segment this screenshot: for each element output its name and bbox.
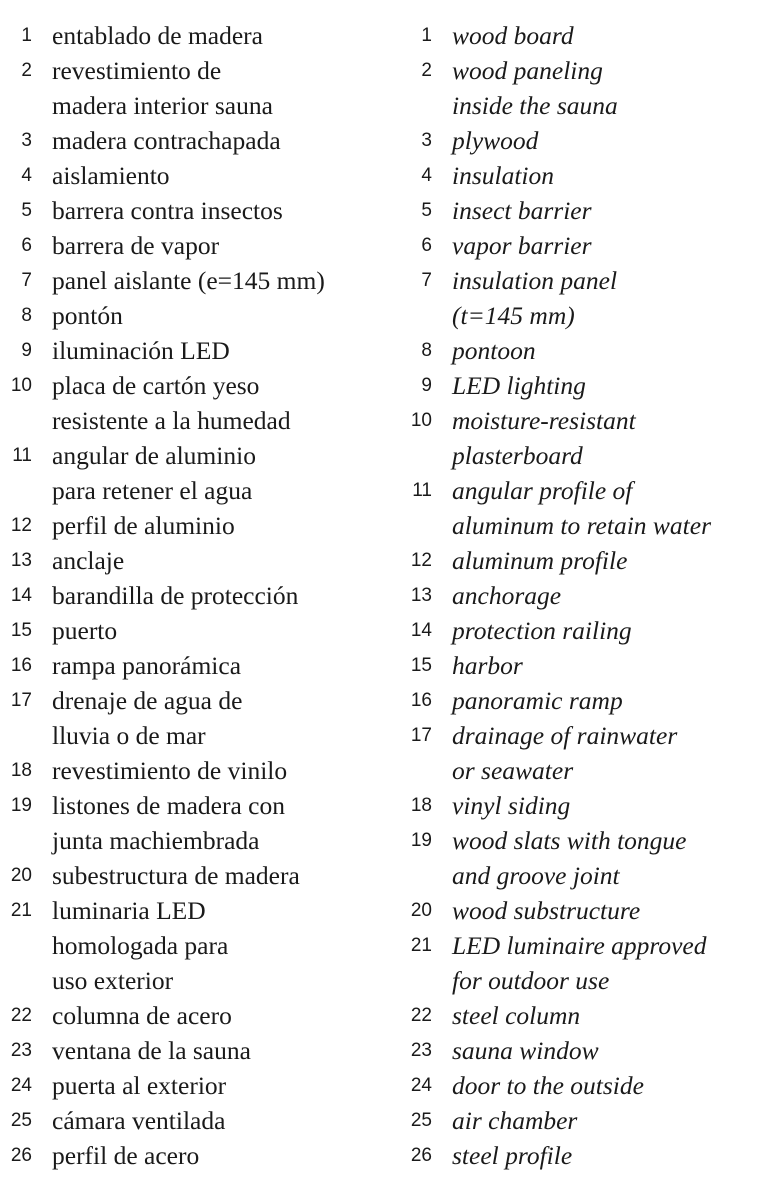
legend-text-line: wood substructure bbox=[452, 896, 641, 925]
legend-text-line: insulation panel bbox=[452, 266, 618, 295]
legend-text-line: panoramic ramp bbox=[452, 686, 623, 715]
legend-number: 2 bbox=[21, 60, 32, 81]
legend-number: 20 bbox=[410, 900, 432, 921]
legend-text-line: insulation bbox=[452, 161, 555, 190]
legend-text bbox=[52, 858, 300, 893]
legend-item-en bbox=[400, 543, 775, 578]
legend-text-line: puerta al exterior bbox=[52, 1071, 227, 1100]
legend-text-line: columna de acero bbox=[52, 1001, 232, 1030]
legend-text bbox=[52, 998, 232, 1033]
legend-text-line: inside the sauna bbox=[452, 91, 618, 120]
legend-text-line: listones de madera con bbox=[52, 791, 285, 820]
legend-number: 26 bbox=[10, 1145, 32, 1166]
legend-text-line: entablado de madera bbox=[52, 21, 263, 50]
legend-text-line: harbor bbox=[452, 651, 523, 680]
legend-item-es bbox=[0, 788, 385, 858]
legend-number: 24 bbox=[10, 1075, 32, 1096]
legend-text bbox=[452, 123, 538, 158]
legend-number: 10 bbox=[10, 375, 32, 396]
legend-text bbox=[452, 53, 618, 123]
legend-text-line: vinyl siding bbox=[452, 791, 571, 820]
legend-item-en bbox=[400, 578, 775, 613]
legend-number: 3 bbox=[21, 130, 32, 151]
legend-text bbox=[452, 1103, 577, 1138]
legend-text-line: revestimiento de vinilo bbox=[52, 756, 288, 785]
legend-item-es bbox=[0, 578, 385, 613]
legend-item-es bbox=[0, 158, 385, 193]
legend-number: 19 bbox=[10, 795, 32, 816]
legend-text-line: sauna window bbox=[452, 1036, 599, 1065]
legend-text-line: vapor barrier bbox=[452, 231, 592, 260]
legend-text-line: pontoon bbox=[452, 336, 536, 365]
legend-item-en bbox=[400, 263, 775, 333]
legend-number: 9 bbox=[421, 375, 432, 396]
legend-text bbox=[452, 263, 617, 333]
legend-text bbox=[452, 613, 632, 648]
legend-text bbox=[452, 928, 707, 998]
legend-item-en bbox=[400, 123, 775, 158]
legend-number: 5 bbox=[21, 200, 32, 221]
legend-number: 11 bbox=[412, 480, 432, 501]
legend-item-es bbox=[0, 648, 385, 683]
legend-text bbox=[52, 368, 291, 438]
legend-number: 16 bbox=[410, 690, 432, 711]
legend-text-line: subestructura de madera bbox=[52, 861, 300, 890]
legend-number: 1 bbox=[421, 25, 432, 46]
legend-number: 9 bbox=[21, 340, 32, 361]
legend-text-line: iluminación LED bbox=[52, 336, 230, 365]
legend-number: 20 bbox=[10, 865, 32, 886]
legend-text-line: lluvia o de mar bbox=[52, 721, 206, 750]
legend-number: 12 bbox=[10, 515, 32, 536]
legend-number: 3 bbox=[421, 130, 432, 151]
legend-text bbox=[52, 438, 256, 508]
legend-text-line: (t=145 mm) bbox=[452, 301, 575, 330]
legend-number: 11 bbox=[12, 445, 32, 466]
legend-text bbox=[452, 228, 592, 263]
legend-text bbox=[52, 263, 325, 298]
legend-text bbox=[452, 368, 586, 403]
legend-number: 22 bbox=[10, 1005, 32, 1026]
legend-text bbox=[52, 543, 124, 578]
legend-item-es bbox=[0, 18, 385, 53]
legend-number: 23 bbox=[10, 1040, 32, 1061]
legend-text-line: resistente a la humedad bbox=[52, 406, 291, 435]
legend-text-line: aluminum profile bbox=[452, 546, 628, 575]
legend-number: 17 bbox=[10, 690, 32, 711]
legend-text bbox=[52, 578, 298, 613]
legend-text-line: drainage of rainwater bbox=[452, 721, 678, 750]
legend-text bbox=[52, 753, 287, 788]
legend-number: 10 bbox=[410, 410, 432, 431]
legend-item-es bbox=[0, 543, 385, 578]
legend-item-es bbox=[0, 753, 385, 788]
legend-item-en bbox=[400, 368, 775, 403]
legend-number: 21 bbox=[10, 900, 32, 921]
legend-text bbox=[52, 193, 283, 228]
legend-text-line: insect barrier bbox=[452, 196, 592, 225]
legend-item-en bbox=[400, 823, 775, 893]
legend-text-line: and groove joint bbox=[452, 861, 620, 890]
legend-text-line: aislamiento bbox=[52, 161, 170, 190]
legend-text bbox=[452, 823, 686, 893]
legend-item-es bbox=[0, 53, 385, 123]
legend-item-en bbox=[400, 158, 775, 193]
legend-item-es bbox=[0, 333, 385, 368]
legend-text-line: uso exterior bbox=[52, 966, 174, 995]
legend-text-line: perfil de acero bbox=[52, 1141, 200, 1170]
legend-text-line: panel aislante (e=145 mm) bbox=[52, 266, 325, 295]
legend-text-line: barandilla de protección bbox=[52, 581, 299, 610]
legend-item-es bbox=[0, 508, 385, 543]
legend-number: 13 bbox=[410, 585, 432, 606]
legend-item-en bbox=[400, 1103, 775, 1138]
legend-text bbox=[52, 508, 235, 543]
legend-item-es bbox=[0, 998, 385, 1033]
legend-text bbox=[452, 1138, 572, 1173]
legend-text-line: door to the outside bbox=[452, 1071, 644, 1100]
legend-number: 13 bbox=[10, 550, 32, 571]
legend-text-line: cámara ventilada bbox=[52, 1106, 226, 1135]
legend-number: 15 bbox=[410, 655, 432, 676]
legend-item-en bbox=[400, 1138, 775, 1173]
legend-text-line: anchorage bbox=[452, 581, 562, 610]
legend-text-line: LED luminaire approved bbox=[452, 931, 707, 960]
legend-text bbox=[452, 543, 627, 578]
legend-number: 25 bbox=[10, 1110, 32, 1131]
legend-number: 4 bbox=[21, 165, 32, 186]
legend-item-en bbox=[400, 788, 775, 823]
legend-text bbox=[52, 1103, 225, 1138]
legend-text bbox=[452, 1068, 644, 1103]
legend-item-en bbox=[400, 893, 775, 928]
legend-text-line: steel column bbox=[452, 1001, 581, 1030]
legend-text bbox=[452, 158, 554, 193]
legend-item-es bbox=[0, 893, 385, 998]
legend-item-en bbox=[400, 718, 775, 788]
legend-text-line: for outdoor use bbox=[452, 966, 610, 995]
legend-number: 1 bbox=[21, 25, 32, 46]
legend-item-es bbox=[0, 438, 385, 508]
legend-text-line: perfil de aluminio bbox=[52, 511, 235, 540]
legend-text-line: pontón bbox=[52, 301, 123, 330]
legend-number: 26 bbox=[410, 1145, 432, 1166]
legend-number: 21 bbox=[410, 935, 432, 956]
legend-item-es bbox=[0, 1033, 385, 1068]
legend-text-line: luminaria LED bbox=[52, 896, 206, 925]
legend-text bbox=[452, 1033, 599, 1068]
legend-number: 6 bbox=[421, 235, 432, 256]
legend-item-en bbox=[400, 228, 775, 263]
legend-number: 19 bbox=[410, 830, 432, 851]
legend-item-es bbox=[0, 1068, 385, 1103]
legend-text bbox=[52, 228, 219, 263]
legend-item-es bbox=[0, 123, 385, 158]
legend-number: 15 bbox=[10, 620, 32, 641]
legend-item-es bbox=[0, 1138, 385, 1173]
legend-number: 8 bbox=[21, 305, 32, 326]
legend-text bbox=[52, 648, 241, 683]
legend-number: 12 bbox=[410, 550, 432, 571]
legend-text bbox=[452, 788, 570, 823]
legend-item-es bbox=[0, 228, 385, 263]
legend-number: 14 bbox=[10, 585, 32, 606]
legend-number: 5 bbox=[421, 200, 432, 221]
legend-item-en bbox=[400, 683, 775, 718]
legend-item-en bbox=[400, 473, 775, 543]
legend-text-line: moisture-resistant bbox=[452, 406, 636, 435]
legend-text bbox=[452, 718, 677, 788]
legend-number: 8 bbox=[421, 340, 432, 361]
legend-number: 18 bbox=[10, 760, 32, 781]
legend-number: 18 bbox=[410, 795, 432, 816]
legend-text bbox=[52, 1138, 199, 1173]
legend-text bbox=[52, 123, 281, 158]
legend-text-line: angular de aluminio bbox=[52, 441, 256, 470]
legend-item-es bbox=[0, 613, 385, 648]
legend-text-line: angular profile of bbox=[452, 476, 633, 505]
legend-number: 16 bbox=[10, 655, 32, 676]
legend-text-line: para retener el agua bbox=[52, 476, 253, 505]
legend-item-en bbox=[400, 193, 775, 228]
legend-number: 14 bbox=[410, 620, 432, 641]
legend-text-line: aluminum to retain water bbox=[452, 511, 712, 540]
legend-item-en bbox=[400, 403, 775, 473]
legend-item-en bbox=[400, 648, 775, 683]
legend-number: 24 bbox=[410, 1075, 432, 1096]
legend-text-line: anclaje bbox=[52, 546, 125, 575]
legend-number: 17 bbox=[410, 725, 432, 746]
english-legend-column bbox=[400, 18, 775, 1173]
legend-text-line: wood board bbox=[452, 21, 574, 50]
legend-item-es bbox=[0, 1103, 385, 1138]
legend-number: 4 bbox=[421, 165, 432, 186]
legend-number: 7 bbox=[21, 270, 32, 291]
legend-item-en bbox=[400, 928, 775, 998]
legend-text-line: wood slats with tongue bbox=[452, 826, 687, 855]
legend-text bbox=[52, 1068, 226, 1103]
legend-text bbox=[52, 613, 117, 648]
legend-item-es bbox=[0, 193, 385, 228]
legend-text-line: air chamber bbox=[452, 1106, 578, 1135]
legend-item-en bbox=[400, 613, 775, 648]
legend-number: 6 bbox=[21, 235, 32, 256]
legend-text bbox=[52, 893, 228, 998]
legend-text-line: ventana de la sauna bbox=[52, 1036, 251, 1065]
legend-number: 7 bbox=[421, 270, 432, 291]
legend-text bbox=[52, 788, 285, 858]
legend-text bbox=[452, 403, 636, 473]
legend-text-line: barrera de vapor bbox=[52, 231, 220, 260]
legend-item-es bbox=[0, 683, 385, 753]
legend-item-en bbox=[400, 333, 775, 368]
legend-item-en bbox=[400, 1033, 775, 1068]
legend-text-line: puerto bbox=[52, 616, 118, 645]
legend-item-es bbox=[0, 858, 385, 893]
legend-item-en bbox=[400, 998, 775, 1033]
legend-text bbox=[52, 18, 263, 53]
legend-number: 25 bbox=[410, 1110, 432, 1131]
legend-text bbox=[452, 998, 580, 1033]
legend-text-line: steel profile bbox=[452, 1141, 573, 1170]
legend-item-en bbox=[400, 1068, 775, 1103]
legend-text bbox=[52, 333, 230, 368]
legend-text bbox=[52, 158, 170, 193]
legend-text bbox=[52, 1033, 251, 1068]
legend-text bbox=[452, 648, 523, 683]
legend-text bbox=[52, 53, 273, 123]
legend-text-line: junta machiembrada bbox=[52, 826, 260, 855]
legend-number: 2 bbox=[421, 60, 432, 81]
legend-text bbox=[52, 298, 123, 333]
legend-text-line: or seawater bbox=[452, 756, 574, 785]
legend-text-line: rampa panorámica bbox=[52, 651, 242, 680]
legend-text-line: barrera contra insectos bbox=[52, 196, 283, 225]
legend-text-line: revestimiento de bbox=[52, 56, 222, 85]
legend-number: 22 bbox=[410, 1005, 432, 1026]
legend-text-line: madera contrachapada bbox=[52, 126, 281, 155]
legend-item-en bbox=[400, 18, 775, 53]
legend-text bbox=[452, 683, 623, 718]
legend-item-es bbox=[0, 298, 385, 333]
legend-item-es bbox=[0, 368, 385, 438]
legend-text-line: plywood bbox=[452, 126, 539, 155]
legend-item-es bbox=[0, 263, 385, 298]
legend-text-line: plasterboard bbox=[452, 441, 583, 470]
legend-item-en bbox=[400, 53, 775, 123]
legend-text bbox=[452, 193, 592, 228]
legend-text bbox=[452, 473, 711, 543]
legend-text-line: LED lighting bbox=[452, 371, 586, 400]
legend-text-line: placa de cartón yeso bbox=[52, 371, 260, 400]
legend-number: 23 bbox=[410, 1040, 432, 1061]
legend-text-line: protection railing bbox=[452, 616, 632, 645]
legend-text-line: drenaje de agua de bbox=[52, 686, 243, 715]
legend-text bbox=[452, 333, 536, 368]
legend-text-line: madera interior sauna bbox=[52, 91, 273, 120]
legend-text bbox=[52, 683, 242, 753]
spanish-legend-column bbox=[0, 18, 385, 1173]
legend-text-line: homologada para bbox=[52, 931, 229, 960]
legend-text-line: wood paneling bbox=[452, 56, 603, 85]
legend-text bbox=[452, 18, 574, 53]
legend-text bbox=[452, 893, 640, 928]
legend-text bbox=[452, 578, 561, 613]
